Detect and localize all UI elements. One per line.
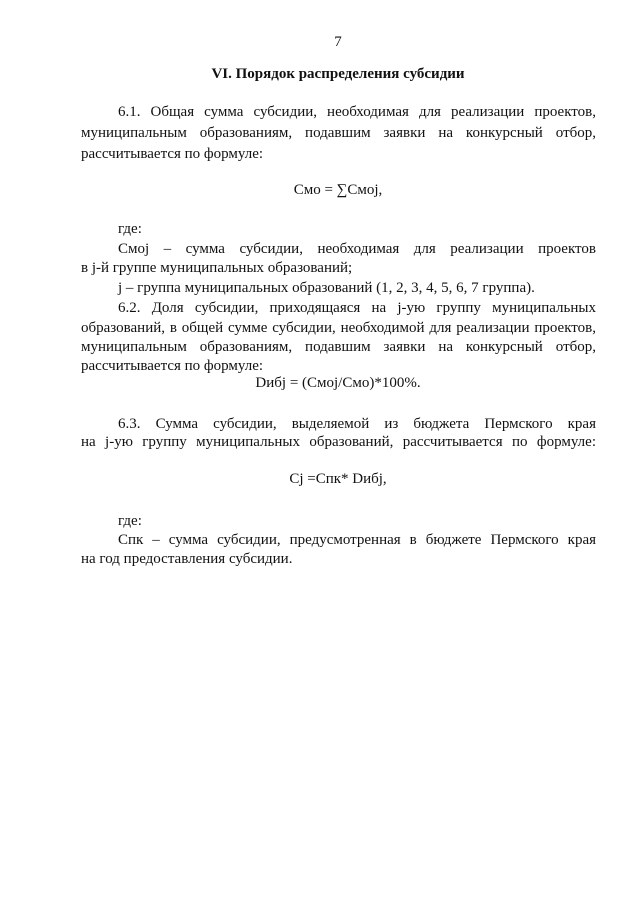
formula-1: Смо = ∑Смоj, [293, 182, 383, 198]
definition-j: j – группа муниципальных образований (1, 2, 3, 4, 5, 6, 7 группа). [118, 280, 535, 296]
page-number: 7 [334, 34, 342, 50]
paragraph-6-2-line-3: муниципальным образованиям, подавшим заявки на конкурсный отбор, [81, 339, 596, 355]
where-label-2: где: [118, 513, 142, 529]
section-title: VI. Порядок распределения субсидии [211, 66, 465, 82]
paragraph-6-3-line-2: на j-ую группу муниципальных образований, рассчитывается по формуле: [81, 434, 596, 450]
definition-smoj-line-2: в j-й группе муниципальных образований; [81, 260, 353, 276]
formula-3: Cj =Спк* Dибj, [289, 471, 387, 487]
definition-spk-line-1: Спк – сумма субсидии, предусмотренная в бюджете Пермского края [118, 532, 596, 548]
paragraph-6-2-line-1: 6.2. Доля субсидии, приходящаяся на j-ую группу муниципальных [118, 300, 596, 316]
definition-spk-line-2: на год предоставления субсидии. [81, 551, 293, 567]
where-label-1: где: [118, 221, 142, 237]
paragraph-6-1-line-1: 6.1. Общая сумма субсидии, необходимая для реализации проектов, [118, 104, 596, 120]
paragraph-6-1-line-2: муниципальным образованиям, подавшим заявки на конкурсный отбор, [81, 125, 596, 141]
paragraph-6-2-line-2: образований, в общей сумме субсидии, необходимой для реализации проектов, [81, 320, 596, 336]
paragraph-6-1-line-3: рассчитывается по формуле: [81, 146, 264, 162]
definition-smoj-line-1: Смоj – сумма субсидии, необходимая для реализации проектов [118, 241, 596, 257]
paragraph-6-3-line-1: 6.3. Сумма субсидии, выделяемой из бюджета Пермского края [118, 416, 596, 432]
paragraph-6-2-line-4: рассчитывается по формуле: [81, 358, 264, 374]
formula-2: Dибj = (Смоj/Смо)*100%. [255, 375, 421, 391]
